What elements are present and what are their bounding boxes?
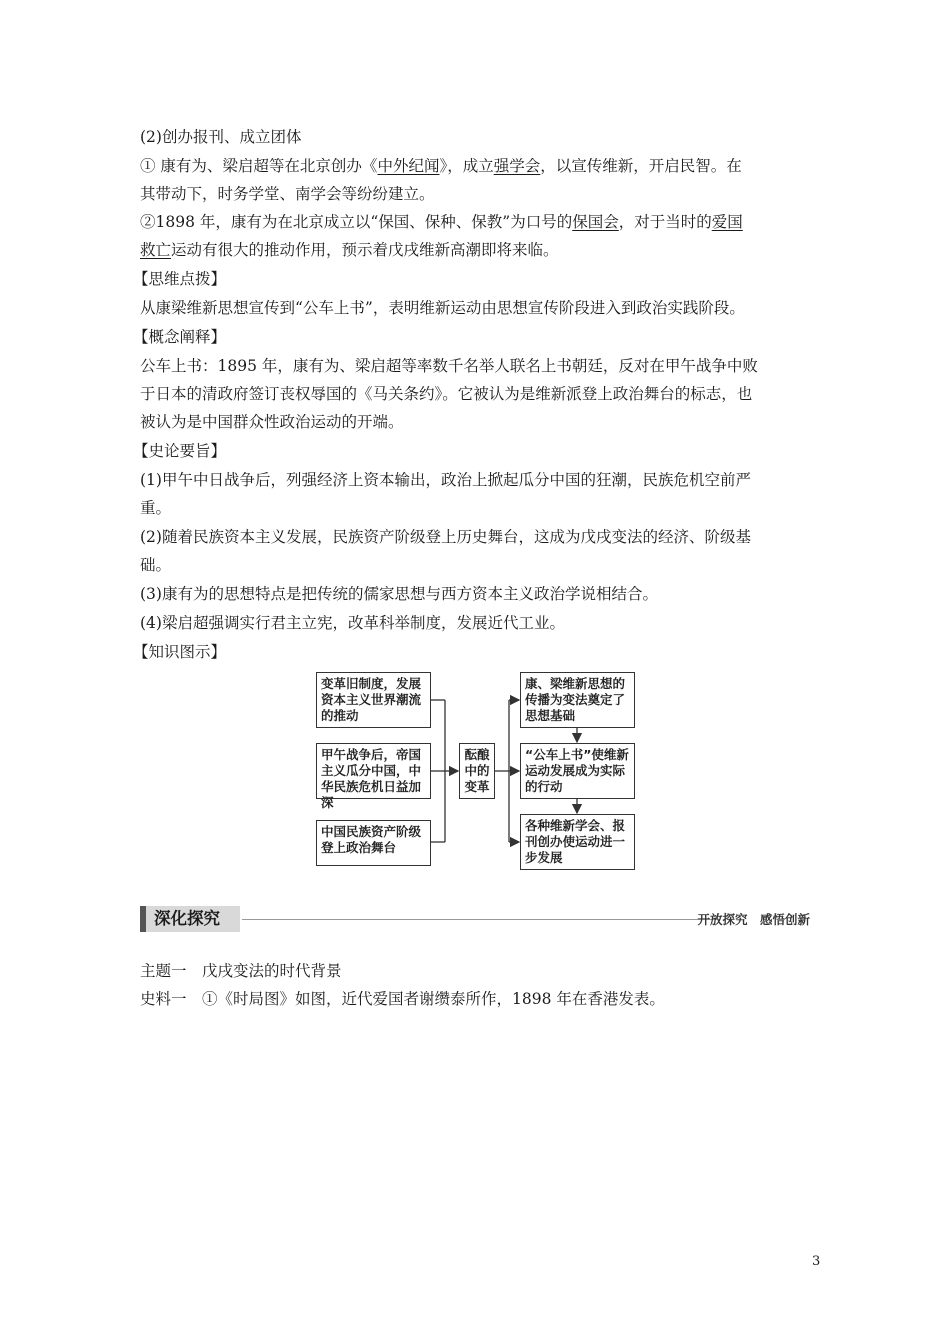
paragraph-line: 重。 — [140, 499, 172, 517]
text: 运动有很大的推动作用，预示着戊戌维新高潮即将来临。 — [171, 241, 559, 259]
paragraph-line — [140, 212, 743, 232]
paragraph-line: 被认为是中国群众性政治运动的开端。 — [140, 413, 404, 431]
heading-concept: 【概念阐释】 — [133, 328, 227, 346]
section-title: 深化探究 — [140, 906, 240, 932]
text: ②1898 年，康有为在北京成立以“保国、保种、保教”为口号的 — [140, 213, 573, 231]
underlined-term: 爱国 — [711, 213, 743, 231]
diagram-box-right-3: 各种维新学会、报刊创办使运动进一步发展 — [520, 814, 635, 870]
diagram-box-left-2: 甲午战争后，帝国主义瓜分中国，中华民族危机日益加深 — [316, 743, 431, 799]
paragraph-line — [140, 156, 742, 176]
diagram-box-right-1: 康、梁维新思想的传播为变法奠定了思想基础 — [520, 672, 635, 728]
underlined-term: 强学会 — [493, 157, 541, 175]
paragraph-line: (3)康有为的思想特点是把传统的儒家思想与西方资本主义政治学说相结合。 — [140, 585, 658, 603]
paragraph-line: 从康梁维新思想宣传到“公车上书”，表明维新运动由思想宣传阶段进入到政治实践阶段。 — [140, 299, 745, 317]
underlined-term: 保国会 — [572, 213, 619, 231]
section-subtitle: 开放探究 感悟创新 — [697, 912, 810, 927]
text: ，对于当时的 — [618, 213, 712, 231]
paragraph-line: 其带动下，时务学堂、南学会等纷纷建立。 — [140, 185, 435, 203]
diagram-box-left-3: 中国民族资产阶级登上政治舞台 — [316, 820, 431, 866]
text: 》，成立 — [439, 157, 494, 175]
heading-theory: 【史论要旨】 — [133, 442, 227, 460]
source-line: 史料一 ①《时局图》如图，近代爱国者谢缵泰所作，1898 年在香港发表。 — [140, 990, 665, 1008]
paragraph-line — [140, 240, 559, 260]
subsection-heading: (2)创办报刊、成立团体 — [140, 128, 302, 146]
text: ① 康有为、梁启超等在北京创办《 — [140, 157, 378, 175]
diagram-box-center: 酝酿中的变革 — [459, 743, 495, 799]
diagram-box-left-1: 变革旧制度，发展资本主义世界潮流的推动 — [316, 672, 431, 728]
underlined-term: 救亡 — [140, 241, 172, 259]
paragraph-line: 公车上书：1895 年，康有为、梁启超等率数千名举人联名上书朝廷，反对在甲午战争中败 — [140, 357, 758, 375]
section-banner — [140, 903, 810, 933]
heading-thinking: 【思维点拨】 — [133, 270, 227, 288]
underlined-term: 中外纪闻 — [377, 157, 440, 175]
topic-heading: 主题一 戊戌变法的时代背景 — [140, 962, 342, 980]
page-number: 3 — [812, 1254, 821, 1269]
heading-diagram: 【知识图示】 — [133, 643, 227, 661]
diagram-box-right-2: “公车上书”使维新运动发展成为实际的行动 — [520, 743, 635, 799]
paragraph-line: (1)甲午中日战争后，列强经济上资本输出，政治上掀起瓜分中国的狂潮，民族危机空前严 — [140, 471, 751, 489]
paragraph-line: (4)梁启超强调实行君主立宪，改革科举制度，发展近代工业。 — [140, 614, 565, 632]
text: ，以宣传维新，开启民智。在 — [540, 157, 742, 175]
paragraph-line: (2)随着民族资本主义发展，民族资产阶级登上历史舞台，这成为戊戌变法的经济、阶级基 — [140, 528, 751, 546]
paragraph-line: 于日本的清政府签订丧权辱国的《马关条约》。它被认为是维新派登上政治舞台的标志，也 — [140, 385, 753, 403]
paragraph-line: 础。 — [140, 556, 172, 574]
section-divider — [242, 919, 720, 920]
